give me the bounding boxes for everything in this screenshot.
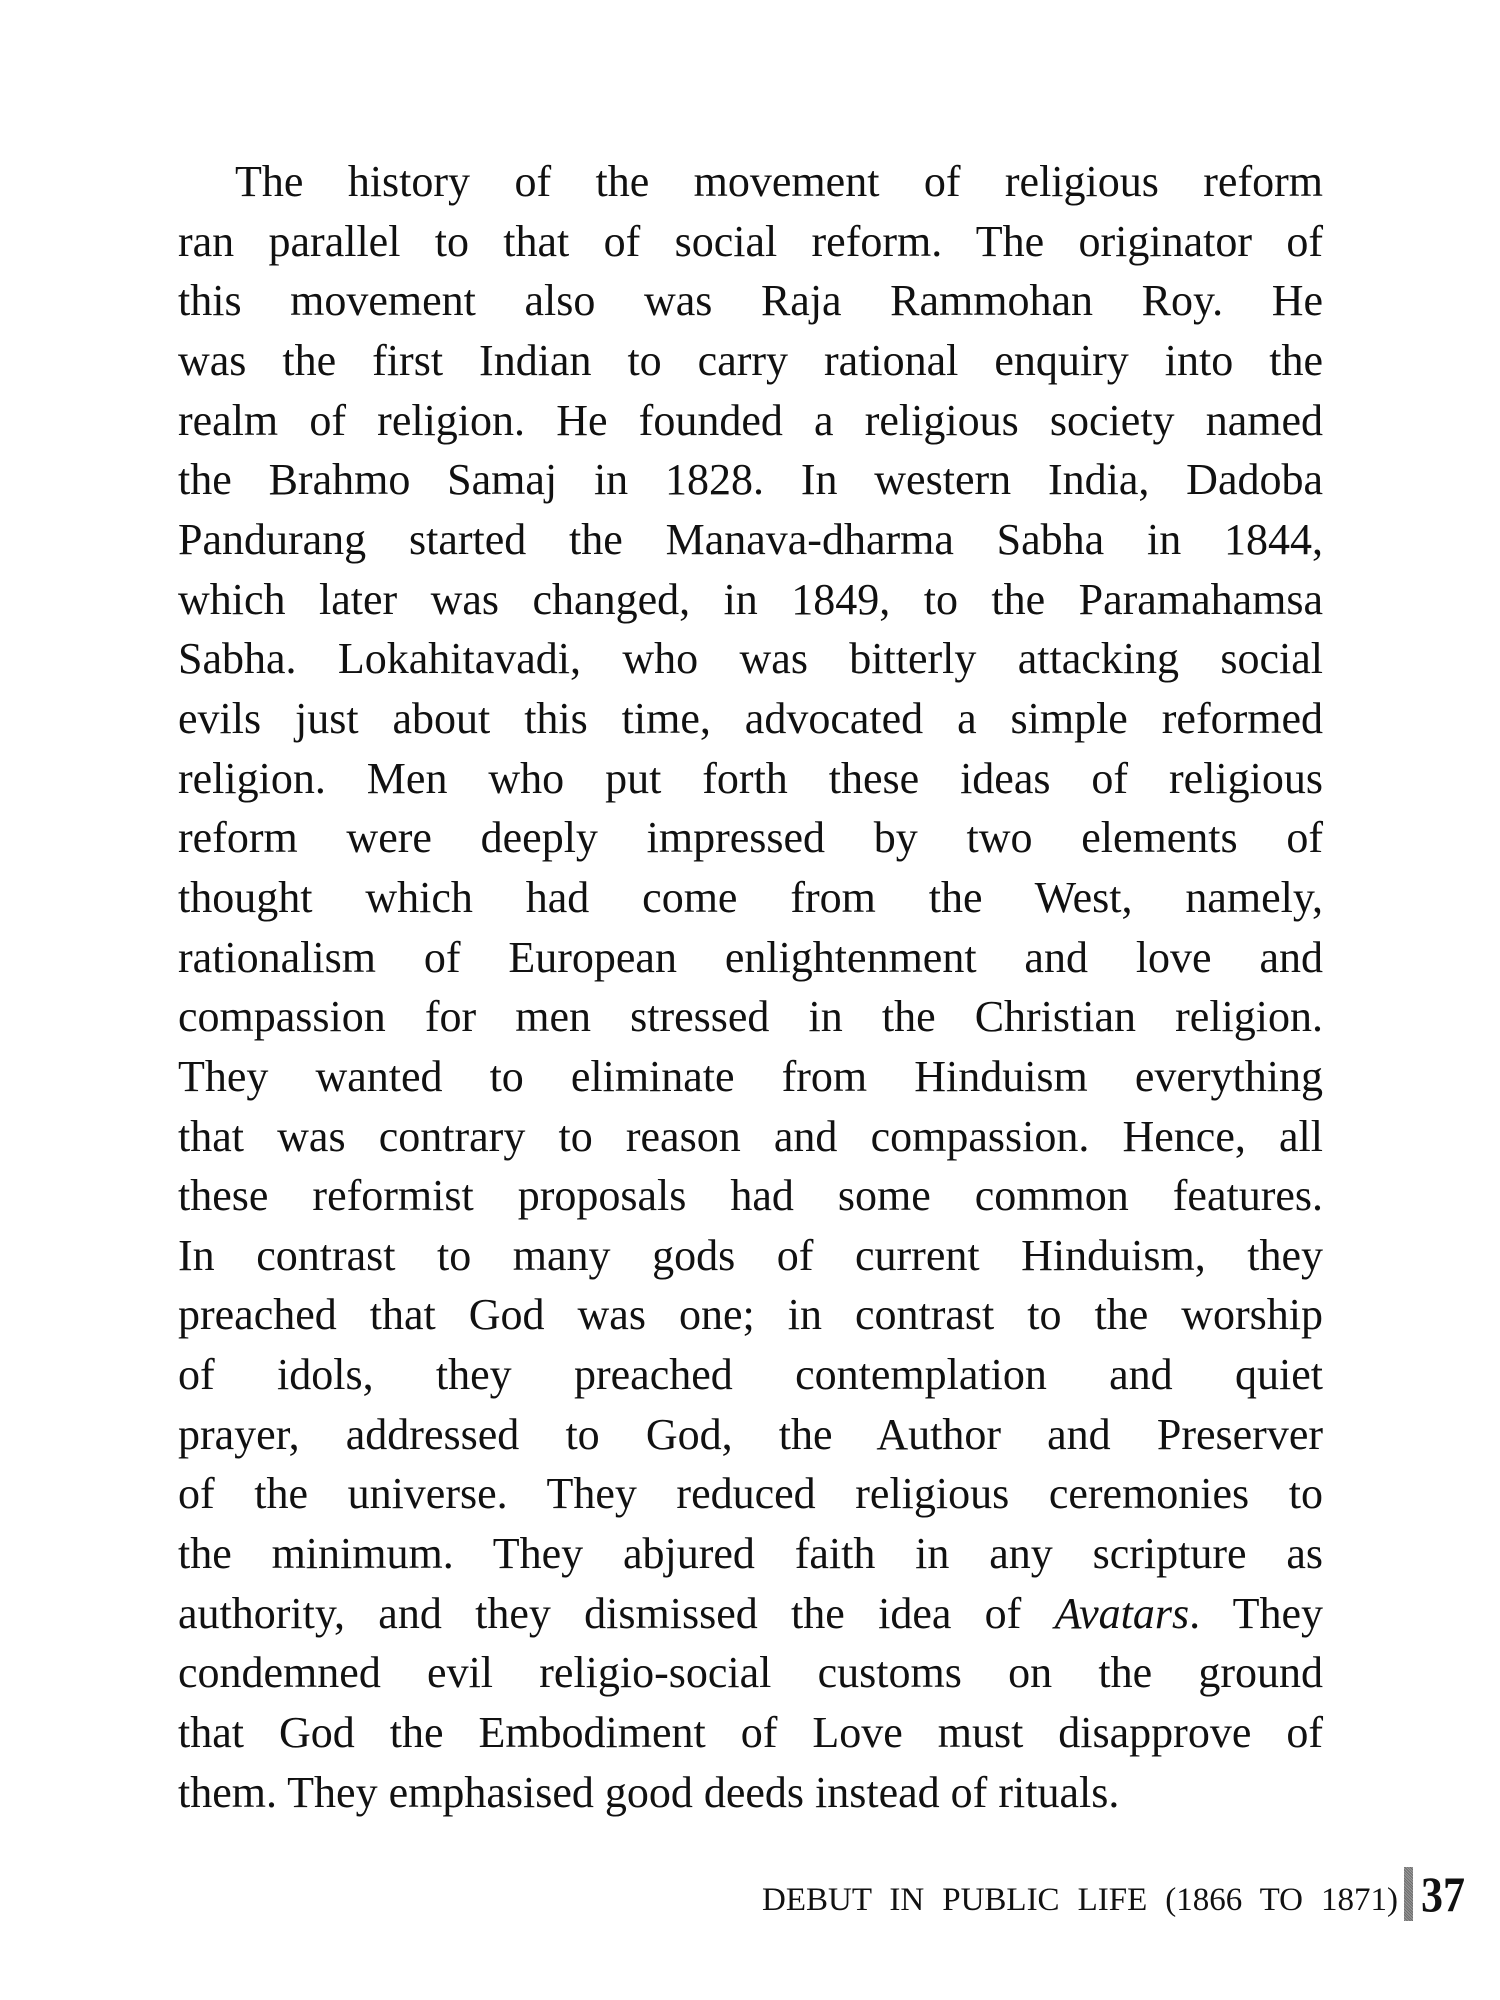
page-number: 37 <box>1421 1866 1465 1922</box>
paragraph-line: prayer, addressed to God, the Author and Preserver <box>178 1409 1323 1459</box>
line-text: . They <box>1189 1588 1323 1638</box>
paragraph-line: realm of religion. He founded a religious society named <box>178 395 1323 445</box>
paragraph-line: which later was changed, in 1849, to the Paramahamsa <box>178 574 1323 624</box>
paragraph-line: that was contrary to reason and compassion. Hence, all <box>178 1111 1323 1161</box>
paragraph-line: these reformist proposals had some common features. <box>178 1171 1323 1221</box>
running-footer-title: DEBUT IN PUBLIC LIFE (1866 TO 1871) <box>762 1882 1398 1918</box>
paragraph-line: this movement also was Raja Rammohan Roy. He <box>178 276 1323 326</box>
paragraph-line: thought which had come from the West, namely, <box>178 872 1323 922</box>
paragraph-line: ran parallel to that of social reform. The originator of <box>178 216 1323 266</box>
paragraph-line: evils just about this time, advocated a simple reformed <box>178 693 1323 743</box>
paragraph-line: compassion for men stressed in the Christian religion. <box>178 992 1323 1042</box>
paragraph-line: They wanted to eliminate from Hinduism everything <box>178 1051 1323 1101</box>
paragraph-line: the minimum. They abjured faith in any scripture as <box>178 1529 1323 1579</box>
paragraph-line: The history of the movement of religious reform <box>235 157 1323 206</box>
paragraph-line: the Brahmo Samaj in 1828. In western India, Dadoba <box>178 455 1323 505</box>
paragraph-line: of idols, they preached contemplation and quiet <box>178 1350 1323 1400</box>
paragraph-line: condemned evil religio-social customs on the ground <box>178 1648 1323 1698</box>
line-text: authority, and they dismissed the idea of <box>178 1588 1055 1638</box>
paragraph-line: was the first Indian to carry rational enquiry into the <box>178 335 1323 385</box>
paragraph-line: Pandurang started the Manava-dharma Sabha in 1844, <box>178 514 1323 564</box>
paragraph-line: religion. Men who put forth these ideas of religious <box>178 753 1323 803</box>
italic-term-avatars: Avatars <box>1054 1588 1190 1638</box>
paragraph-line: reform were deeply impressed by two elements of <box>178 813 1323 863</box>
paragraph-line: that God the Embodiment of Love must disapprove of <box>178 1708 1323 1758</box>
paragraph-line: In contrast to many gods of current Hinduism, they <box>178 1230 1323 1280</box>
body-paragraph <box>178 152 1323 1822</box>
paragraph-line-with-italic <box>178 1584 1323 1644</box>
paragraph-line: Sabha. Lokahitavadi, who was bitterly attacking social <box>178 634 1323 684</box>
paragraph-line: of the universe. They reduced religious ceremonies to <box>178 1469 1323 1519</box>
footer-divider-bar <box>1404 1867 1413 1921</box>
paragraph-line: rationalism of European enlightenment and love and <box>178 932 1323 982</box>
paragraph-line: preached that God was one; in contrast to the worship <box>178 1290 1323 1340</box>
paragraph-line: them. They emphasised good deeds instead of rituals. <box>178 1767 1120 1817</box>
